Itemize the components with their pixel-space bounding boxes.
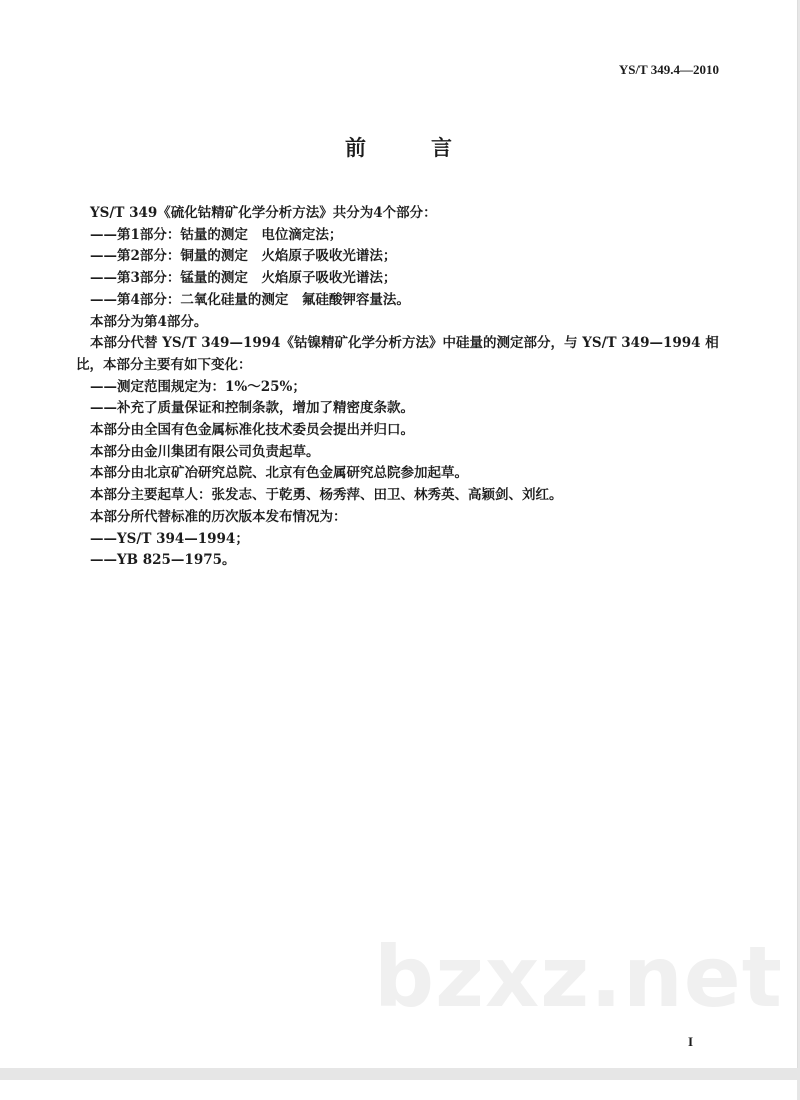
paragraph: 本部分所代替标准的历次版本发布情况为： (90, 508, 347, 525)
list-item: ——YS/T 394—1994； (90, 530, 249, 547)
page-title: 前 言 (345, 135, 474, 160)
list-item: ——补充了质量保证和控制条款，增加了精密度条款。 (90, 400, 414, 417)
next-page-edge (0, 1080, 797, 1100)
paragraph: 本部分主要起草人：张发志、于乾勇、杨秀萍、田卫、林秀英、高颖剑、刘红。 (90, 487, 563, 504)
foreword-body (76, 203, 750, 572)
list-item: ——第3部分：锰量的测定 火焰原子吸收光谱法； (90, 270, 397, 287)
list-item: ——第4部分：二氧化硅量的测定 氟硅酸钾容量法。 (90, 291, 410, 308)
list-item: ——测定范围规定为：1%～25%； (90, 378, 306, 395)
list-item: ——第1部分：钴量的测定 电位滴定法； (90, 226, 343, 243)
list-item: ——第2部分：铜量的测定 火焰原子吸收光谱法； (90, 248, 397, 265)
paragraph: 本部分为第4部分。 (90, 313, 208, 330)
list-item: ——YB 825—1975。 (90, 552, 236, 569)
paragraph: 本部分由全国有色金属标准化技术委员会提出并归口。 (90, 422, 414, 439)
paragraph-continuation: 比，本部分主要有如下变化： (76, 356, 252, 373)
watermark: bzxz.net (374, 928, 783, 1026)
standard-code: YS/T 349.4—2010 (618, 62, 719, 77)
paragraph: 本部分代替 YS/T 349—1994《钴镍精矿化学分析方法》中硅量的测定部分，与 YS/T 349—1994 相 (90, 335, 719, 352)
paragraph: 本部分由金川集团有限公司负责起草。 (90, 443, 320, 460)
paragraph: 本部分由北京矿冶研究总院、北京有色金属研究总院参加起草。 (90, 465, 468, 482)
page-number: I (688, 1034, 694, 1049)
paragraph: YS/T 349《硫化钴精矿化学分析方法》共分为4个部分： (90, 205, 437, 221)
